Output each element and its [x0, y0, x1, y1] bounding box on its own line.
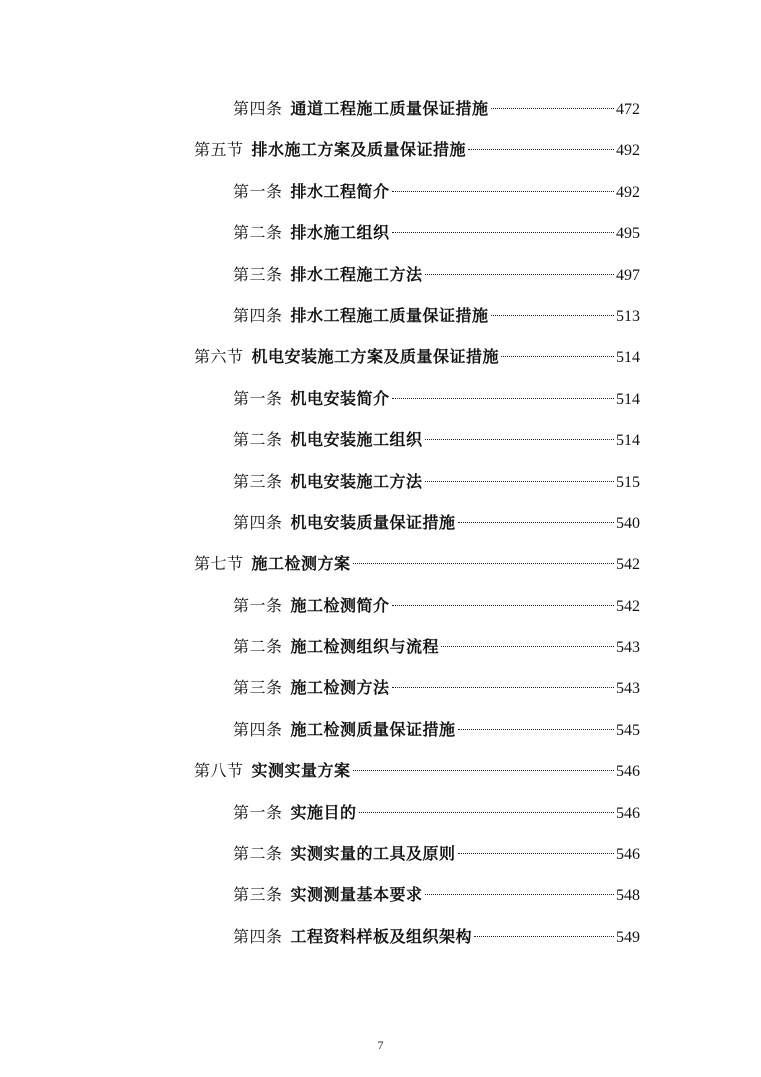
toc-entry-page-number: 542: [616, 597, 640, 615]
toc-entry-label: 第三条: [233, 264, 283, 284]
dot-leader: [468, 149, 614, 150]
toc-entry-label: 第三条: [233, 885, 283, 905]
toc-entry-label: 第一条: [233, 802, 283, 822]
toc-entry-label: 第二条: [233, 844, 283, 864]
toc-section-entry[interactable]: [0, 336, 640, 377]
toc-entry-page-number: 514: [616, 432, 640, 450]
toc-article-entry[interactable]: [0, 874, 640, 915]
toc-entry-title: 实施目的: [290, 802, 357, 822]
page-number: 7: [377, 1038, 384, 1052]
toc-article-entry[interactable]: [0, 502, 640, 543]
toc-entry-page-number: 546: [616, 846, 640, 864]
dot-leader: [425, 481, 614, 482]
toc-article-entry[interactable]: [0, 295, 640, 336]
dot-leader: [353, 563, 614, 564]
dot-leader: [392, 232, 614, 233]
toc-entry-page-number: 492: [616, 142, 640, 160]
dot-leader: [458, 853, 614, 854]
toc-entry-title: 机电安装质量保证措施: [290, 512, 456, 532]
toc-article-entry[interactable]: [0, 171, 640, 212]
toc-entry-page-number: 472: [616, 101, 640, 118]
toc-entry-title: 机电安装施工方案及质量保证措施: [251, 347, 500, 367]
dot-leader: [392, 605, 614, 606]
toc-entry-page-number: 497: [616, 266, 640, 284]
toc-entry-label: 第二条: [233, 637, 283, 657]
dot-leader: [392, 687, 614, 688]
toc-article-entry[interactable]: [0, 461, 640, 502]
toc-entry-label: 第五节: [194, 140, 244, 160]
toc-entry-title: 机电安装简介: [290, 388, 390, 408]
toc-article-entry[interactable]: [0, 709, 640, 750]
toc-entry-label: 第四条: [233, 99, 283, 118]
toc-entry-title: 排水工程施工方法: [290, 264, 423, 284]
toc-entry-page-number: 514: [616, 349, 640, 367]
toc-article-entry[interactable]: [0, 626, 640, 667]
toc-entry-title: 排水施工方案及质量保证措施: [251, 140, 467, 160]
toc-entry-label: 第二条: [233, 430, 283, 450]
toc-entry-title: 排水施工组织: [290, 223, 390, 243]
toc-entry-page-number: 492: [616, 183, 640, 201]
toc-entry-page-number: 545: [616, 721, 640, 739]
toc-entry-label: 第三条: [233, 678, 283, 698]
toc-section-entry[interactable]: [0, 129, 640, 170]
toc-entry-title: 实测实量的工具及原则: [290, 844, 456, 864]
toc-entry-label: 第二条: [233, 223, 283, 243]
toc-entry-title: 施工检测方案: [251, 554, 351, 574]
toc-entry-label: 第八节: [194, 761, 244, 781]
dot-leader: [392, 191, 614, 192]
dot-leader: [425, 894, 614, 895]
toc-entry-label: 第一条: [233, 181, 283, 201]
toc-article-entry[interactable]: [0, 916, 640, 957]
toc-entry-title: 实测实量方案: [251, 761, 351, 781]
toc-entry-title: 排水工程简介: [290, 181, 390, 201]
toc-entry-title: 实测测量基本要求: [290, 885, 423, 905]
toc-entry-page-number: 546: [616, 763, 640, 781]
toc-article-entry[interactable]: [0, 833, 640, 874]
toc-article-entry[interactable]: [0, 88, 640, 129]
toc-entry-title: 施工检测方法: [290, 678, 390, 698]
toc-entry-page-number: 548: [616, 887, 640, 905]
toc-entry-page-number: 513: [616, 307, 640, 325]
toc-entry-title: 机电安装施工方法: [290, 471, 423, 491]
toc-article-entry[interactable]: [0, 254, 640, 295]
toc-entry-title: 施工检测质量保证措施: [290, 719, 456, 739]
toc-entry-label: 第七节: [194, 554, 244, 574]
toc-entry-page-number: 542: [616, 556, 640, 574]
toc-entry-title: 通道工程施工质量保证措施: [290, 99, 489, 118]
toc-entry-page-number: 549: [616, 928, 640, 946]
toc-entry-label: 第三条: [233, 471, 283, 491]
toc-entry-label: 第四条: [233, 512, 283, 532]
dot-leader: [425, 274, 614, 275]
dot-leader: [353, 770, 614, 771]
toc-entry-title: 机电安装施工组织: [290, 430, 423, 450]
dot-leader: [458, 522, 614, 523]
toc-entry-page-number: 543: [616, 680, 640, 698]
toc-article-entry[interactable]: [0, 419, 640, 460]
dot-leader: [491, 108, 614, 109]
toc-entry-title: 工程资料样板及组织架构: [290, 926, 473, 946]
toc-entry-page-number: 543: [616, 639, 640, 657]
dot-leader: [491, 315, 614, 316]
toc-entry-page-number: 495: [616, 225, 640, 243]
toc-entry-label: 第四条: [233, 926, 283, 946]
toc-entry-label: 第四条: [233, 719, 283, 739]
toc-article-entry[interactable]: [0, 212, 640, 253]
toc-entry-title: 施工检测简介: [290, 595, 390, 615]
toc-entry-label: 第六节: [194, 347, 244, 367]
toc-entry-label: 第四条: [233, 305, 283, 325]
dot-leader: [359, 812, 614, 813]
toc-article-entry[interactable]: [0, 792, 640, 833]
toc-section-entry[interactable]: [0, 543, 640, 584]
dot-leader: [425, 439, 614, 440]
toc-article-entry[interactable]: [0, 667, 640, 708]
toc-article-entry[interactable]: [0, 585, 640, 626]
toc-section-entry[interactable]: [0, 750, 640, 791]
toc-entry-label: 第一条: [233, 595, 283, 615]
toc-entry-title: 排水工程施工质量保证措施: [290, 305, 489, 325]
toc-entry-page-number: 546: [616, 804, 640, 822]
dot-leader: [458, 729, 614, 730]
toc-entry-title: 施工检测组织与流程: [290, 637, 440, 657]
dot-leader: [474, 936, 614, 937]
dot-leader: [441, 646, 614, 647]
toc-entry-label: 第一条: [233, 388, 283, 408]
toc-entry-page-number: 540: [616, 514, 640, 532]
dot-leader: [392, 398, 614, 399]
toc-article-entry[interactable]: [0, 378, 640, 419]
toc-entry-page-number: 515: [616, 473, 640, 491]
toc-entry-page-number: 514: [616, 390, 640, 408]
table-of-contents: [0, 88, 761, 957]
dot-leader: [501, 356, 614, 357]
